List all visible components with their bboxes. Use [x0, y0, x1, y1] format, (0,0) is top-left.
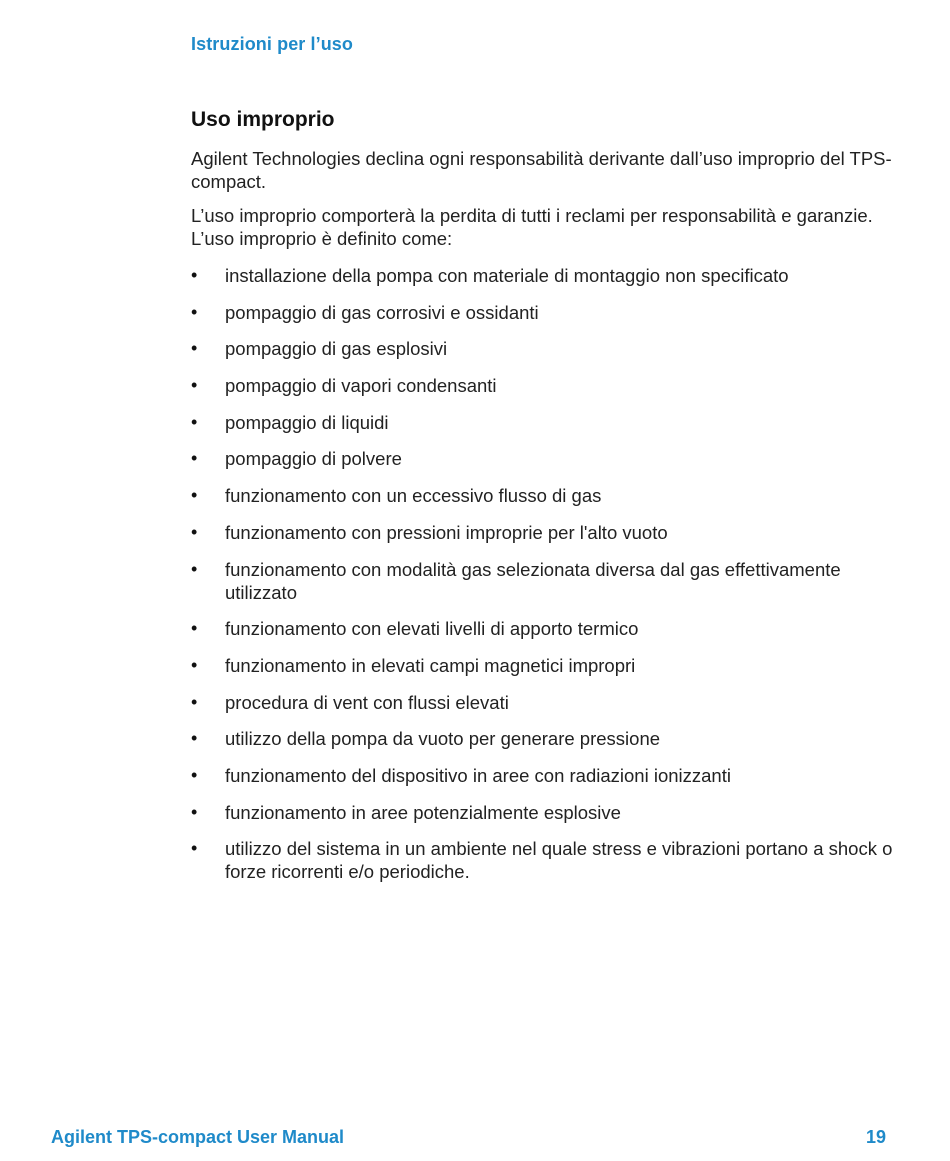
bullet-icon: •: [191, 338, 198, 359]
bullet-icon: •: [191, 728, 198, 749]
bullet-icon: •: [191, 448, 198, 469]
list-item: [191, 301, 906, 324]
bullet-icon: •: [191, 618, 198, 639]
bullet-icon: •: [191, 521, 198, 542]
list-item-text: funzionamento in elevati campi magnetici impropri: [225, 654, 636, 676]
list-item-text: funzionamento con pressioni improprie per l'alto vuoto: [225, 521, 668, 543]
running-header-title: Istruzioni per l’uso: [191, 34, 354, 54]
list-item: [191, 264, 906, 287]
list-item: [191, 801, 906, 824]
list-item: [191, 411, 906, 434]
list-item-text: funzionamento in aree potenzialmente esplosive: [225, 801, 621, 823]
list-item-text: pompaggio di vapori condensanti: [225, 375, 497, 397]
footer-manual-title: Agilent TPS-compact User Manual: [51, 1127, 345, 1147]
list-item: [191, 337, 906, 360]
bullet-icon: •: [191, 654, 198, 675]
list-item-text: funzionamento con modalità gas selezionata diversa dal gas effettivamente utilizzato: [225, 558, 841, 603]
bullet-icon: •: [191, 801, 198, 822]
list-item-text: utilizzo del sistema in un ambiente nel quale stress e vibrazioni portano a shock o forze ricorrenti e/o periodiche.: [225, 838, 893, 883]
bullet-icon: •: [191, 838, 198, 859]
list-item-text: pompaggio di gas corrosivi e ossidanti: [225, 301, 539, 323]
paragraph-definition: L’uso improprio comporterà la perdita di tutti i reclami per responsabilità e garanzie. L’uso improprio è definito come:: [191, 205, 873, 249]
list-item-text: pompaggio di liquidi: [225, 411, 389, 433]
list-item-text: funzionamento del dispositivo in aree con radiazioni ionizzanti: [225, 764, 731, 786]
list-item: [191, 837, 906, 883]
footer-page-number: 19: [866, 1127, 887, 1147]
list-item-text: installazione della pompa con materiale di montaggio non specificato: [225, 265, 789, 286]
main-content: [191, 107, 906, 897]
bullet-icon: •: [191, 764, 198, 785]
list-item: [191, 558, 906, 604]
bullet-icon: •: [191, 411, 198, 432]
list-item-text: pompaggio di polvere: [225, 448, 402, 470]
list-item: [191, 691, 906, 714]
bullet-icon: •: [191, 558, 198, 579]
bullet-icon: •: [191, 691, 198, 712]
list-item: [191, 521, 906, 544]
bullet-icon: •: [191, 301, 198, 322]
list-item: [191, 727, 906, 750]
list-item-text: funzionamento con un eccessivo flusso di gas: [225, 485, 602, 507]
section-heading: Uso improprio: [191, 108, 335, 131]
list-item-text: pompaggio di gas esplosivi: [225, 338, 448, 360]
bullet-icon: •: [191, 375, 198, 396]
list-item: [191, 484, 906, 507]
list-item-text: funzionamento con elevati livelli di apporto termico: [225, 618, 639, 640]
list-item: [191, 654, 906, 677]
list-item: [191, 764, 906, 787]
list-item-text: utilizzo della pompa da vuoto per generare pressione: [225, 728, 661, 750]
misuse-list: [191, 264, 906, 883]
bullet-icon: •: [191, 265, 198, 285]
list-item: [191, 617, 906, 640]
list-item: [191, 374, 906, 397]
list-item-text: procedura di vent con flussi elevati: [225, 691, 509, 713]
paragraph-disclaimer: Agilent Technologies declina ogni responsabilità derivante dall’uso improprio del TPS-compact.: [191, 148, 892, 192]
bullet-icon: •: [191, 485, 198, 506]
list-item: [191, 447, 906, 470]
